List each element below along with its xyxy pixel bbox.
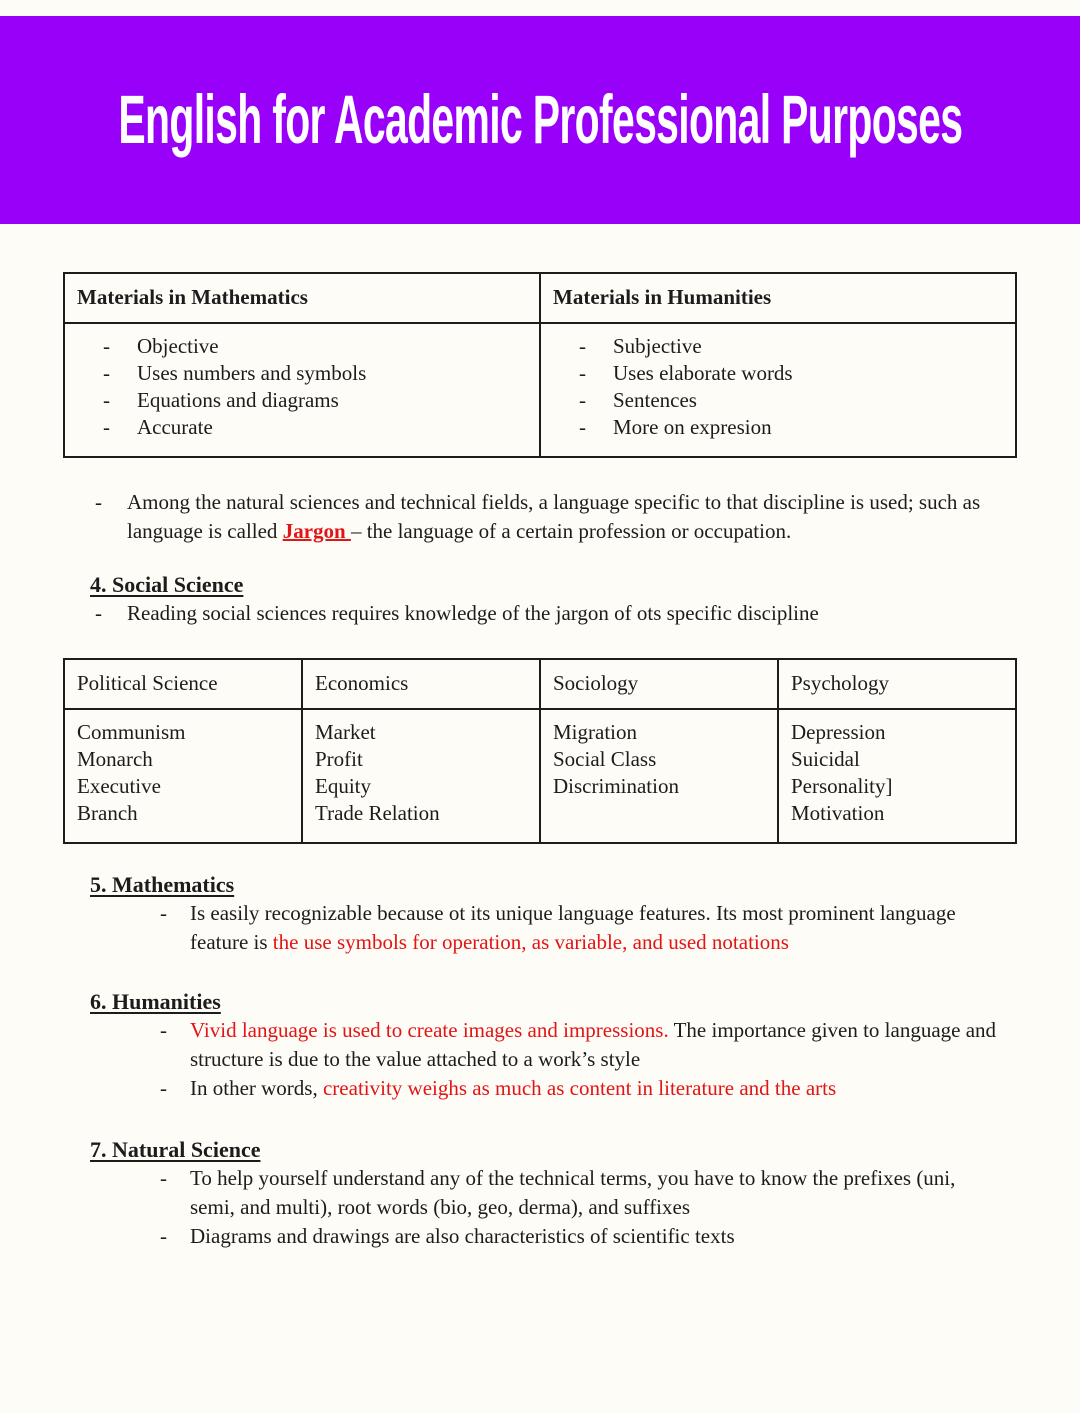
humanities-bullet-1-text (190, 1016, 1017, 1074)
header-materials-mathematics: Materials in Mathematics (64, 273, 540, 323)
term-item: Equity (315, 774, 371, 798)
natural-science-bullet-1-text: - To help yourself understand any of the technical terms, you have to know the prefixes (uni, semi, and multi), root words (bio, geo, derma), and suffixes (190, 1166, 956, 1219)
page-title: English for Academic Professional Purposes (118, 82, 962, 158)
list-item: - Subjective (541, 333, 1015, 360)
title-banner (0, 16, 1080, 224)
term-item: Profit (315, 747, 363, 771)
term-item: Market (315, 720, 376, 744)
list-item: - More on expresion (541, 414, 1015, 441)
term-item: Monarch (77, 747, 153, 771)
section-heading-mathematics: 5. Mathematics (90, 872, 235, 897)
natural-science-bullet-2-text: - Diagrams and drawings are also characteristics of scientific texts (190, 1224, 735, 1248)
list-item: - Objective (65, 333, 539, 360)
cell-sociology-terms (540, 709, 778, 843)
cell-psychology-terms (778, 709, 1016, 843)
social-science-bullet-text: - Reading social sciences requires knowledge of the jargon of ots specific discipline (127, 601, 819, 625)
jargon-note-lead: Among the natural sciences and technical fields, a language specific to that discipline is used; such as language is called (127, 490, 981, 543)
jargon-disciplines-table (63, 658, 1017, 844)
table-body (64, 323, 1016, 457)
mathematics-bullet (63, 899, 1017, 957)
term-item: Social Class (553, 747, 657, 771)
list-item: - Uses numbers and symbols (65, 360, 539, 387)
humanities-bullet-2 (63, 1074, 1017, 1103)
humanities-b1-red: Vivid language is used to create images and impressions. (190, 1018, 669, 1042)
table-header-row (64, 659, 1016, 709)
cell-political-science-terms (64, 709, 302, 843)
table-row (64, 709, 1016, 843)
section-heading-humanities: 6. Humanities (90, 989, 221, 1014)
section-heading-social-science: 4. Social Science (90, 572, 244, 597)
jargon-note-text (127, 488, 1017, 546)
list-item: - Accurate (65, 414, 539, 441)
jargon-note-bullet (63, 488, 1017, 546)
header-materials-humanities: Materials in Humanities (540, 273, 1016, 323)
humanities-b2-red: creativity weighs as much as content in literature and the arts (322, 1076, 837, 1100)
document-page (0, 16, 1080, 1311)
term-item: Depression (791, 720, 886, 744)
header-economics: Economics (302, 659, 540, 709)
mathematics-text-red: the use symbols for operation, as variable, and used notations (272, 930, 789, 954)
term-item: Migration (553, 720, 637, 744)
materials-comparison-table (63, 272, 1017, 458)
header-sociology: Sociology (540, 659, 778, 709)
social-science-bullet (63, 599, 1017, 628)
term-item: Trade Relation (315, 801, 440, 825)
list-item: - Equations and diagrams (65, 387, 539, 414)
term-item: Branch (77, 801, 138, 825)
term-item: Personality] (791, 774, 893, 798)
mathematics-bullet-text (190, 899, 1017, 957)
jargon-note-tail: – the language of a certain profession or occupation. (350, 519, 792, 543)
humanities-bullet-1 (63, 1016, 1017, 1074)
header-political-science: Political Science (64, 659, 302, 709)
cell-mathematics-items (64, 323, 540, 457)
document-content (0, 272, 1080, 1311)
natural-science-bullet-1 (63, 1164, 1017, 1222)
cell-humanities-items (540, 323, 1016, 457)
natural-science-bullet-2 (63, 1222, 1017, 1251)
jargon-term: Jargon (282, 519, 351, 543)
list-item: - Sentences (541, 387, 1015, 414)
table-head (64, 273, 1016, 323)
humanities-b1-black: The importance given to language and structure is due to the value attached to a work’s style (190, 1018, 997, 1071)
section-heading-natural-science: 7. Natural Science (90, 1137, 261, 1162)
term-item: Executive (77, 774, 161, 798)
mathematics-text-black: Is easily recognizable because ot its unique language features. Its most prominent language feature is (190, 901, 956, 954)
table-head (64, 659, 1016, 709)
term-item: Suicidal (791, 747, 860, 771)
term-item: Motivation (791, 801, 885, 825)
header-psychology: Psychology (778, 659, 1016, 709)
list-item: - Uses elaborate words (541, 360, 1015, 387)
cell-economics-terms (302, 709, 540, 843)
table-body (64, 709, 1016, 843)
term-item: Discrimination (553, 774, 679, 798)
table-row (64, 323, 1016, 457)
table-header-row (64, 273, 1016, 323)
term-item: Communism (77, 720, 186, 744)
humanities-bullet-2-text (190, 1074, 1017, 1103)
humanities-b2-black: In other words, (190, 1076, 323, 1100)
